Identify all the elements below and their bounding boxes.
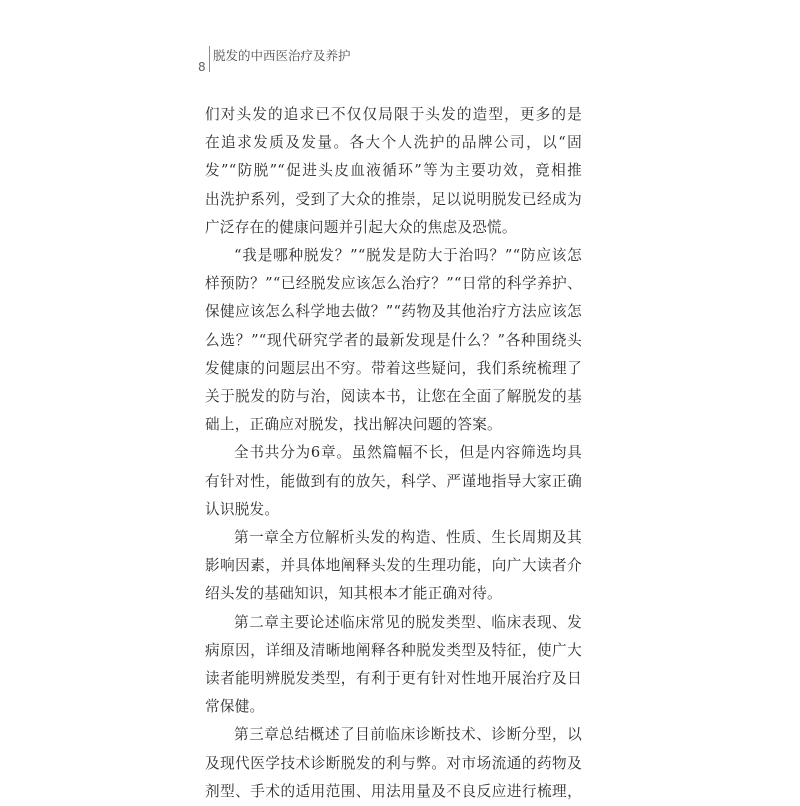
text-line: 及现代医学技术诊断脱发的利与弊。对市场流通的药物及 (205, 754, 582, 772)
running-head (198, 44, 418, 74)
text-line: 出洗护系列，受到了大众的推崇，足以说明脱发已经成为 (205, 190, 582, 208)
text-line: 发”“防脱”“促进头皮血液循环”等为主要功效，竟相推 (205, 162, 582, 180)
paragraph (205, 609, 582, 722)
text-line: 影响因素，并具体地阐释头发的生理功能，向广大读者介 (205, 557, 582, 575)
paragraph (205, 721, 582, 806)
text-line: 第一章全方位解析头发的构造、性质、生长周期及其 (234, 529, 582, 547)
text-line: 关于脱发的防与治，阅读本书，让您在全面了解脱发的基 (205, 388, 582, 406)
text-line: 发健康的问题层出不穷。带着这些疑问，我们系统梳理了 (205, 359, 582, 377)
paragraph (205, 524, 582, 609)
body-text (205, 101, 582, 806)
text-line: 第二章主要论述临床常见的脱发类型、临床表现、发 (234, 613, 582, 631)
text-line: 广泛存在的健康问题并引起大众的焦虑及恐慌。 (205, 218, 517, 236)
text-line: “我是哪种脱发？”“脱发是防大于治吗？”“防应该怎 (234, 247, 582, 265)
text-line: 样预防？”“已经脱发应该怎么治疗？”“日常的科学养护、 (205, 275, 582, 293)
text-line: 全书共分为6章。虽然篇幅不长，但是内容筛选均具 (234, 444, 582, 462)
text-line: 读者能明辨脱发类型，有利于更有针对性地开展治疗及日 (205, 670, 582, 688)
text-line: 础上，正确应对脱发，找出解决问题的答案。 (205, 416, 502, 434)
text-line: 么选？”“现代研究学者的最新发现是什么？”各种围绕头 (205, 331, 582, 349)
chapter-title: 脱发的中西医治疗及养护 (213, 48, 351, 63)
paragraph (205, 439, 582, 524)
text-line: 保健应该怎么科学地去做？”“药物及其他治疗方法应该怎 (205, 303, 582, 321)
paragraph (205, 101, 582, 242)
page-number: 8 (198, 60, 206, 74)
text-line: 第三章总结概述了目前临床诊断技术、诊断分型，以 (234, 726, 582, 744)
text-line: 有针对性，能做到有的放矢，科学、严谨地指导大家正确 (205, 472, 582, 490)
text-line: 绍头发的基础知识，知其根本才能正确对待。 (205, 585, 502, 603)
text-line: 剂型、手术的适用范围、用法用量及不良反应进行梳理， (205, 782, 582, 800)
text-line: 认识脱发。 (205, 500, 280, 518)
text-line: 病原因，详细及清晰地阐释各种脱发类型及特征，使广大 (205, 641, 582, 659)
text-line: 常保健。 (205, 698, 265, 716)
running-head-divider (209, 46, 210, 72)
text-line: 在追求发质及发量。各大个人洗护的品牌公司，以“固 (205, 134, 582, 152)
text-line: 们对头发的追求已不仅仅局限于头发的造型，更多的是 (205, 106, 582, 123)
paragraph (205, 242, 582, 439)
